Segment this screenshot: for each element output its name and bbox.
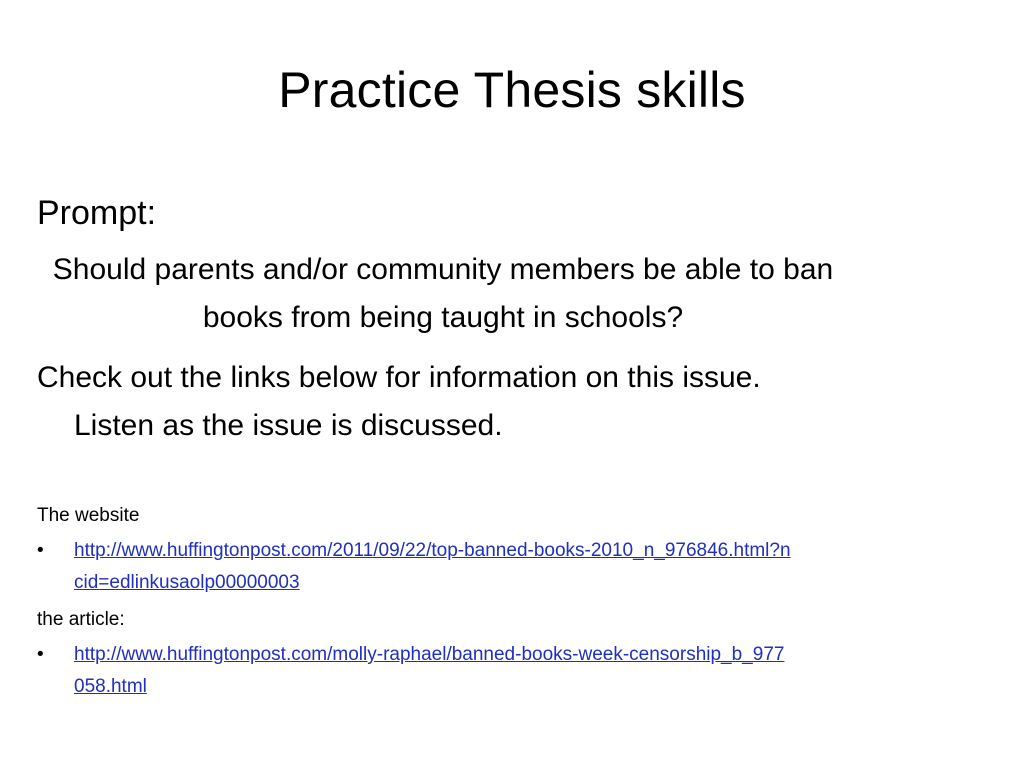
website-label: The website: [37, 505, 140, 526]
article-label: the article:: [37, 609, 125, 630]
bullet-icon: •: [37, 540, 44, 561]
instructions-text: Check out the links below for information on this issue. Listen as the issue is discussed.: [37, 361, 761, 442]
bullet-icon: •: [37, 644, 44, 665]
slide-body: [37, 190, 837, 708]
link-list-item: [37, 535, 837, 599]
article-link[interactable]: http://www.huffingtonpost.com/molly-raphael/banned-books-week-censorship_b_977058.html: [74, 644, 785, 697]
link-list-item: [37, 639, 837, 703]
slide-title: Practice Thesis skills: [278, 62, 746, 118]
prompt-question: Should parents and/or community members be able to ban books from being taught in schools?: [52, 253, 834, 334]
website-link[interactable]: http://www.huffingtonpost.com/2011/09/22/top-banned-books-2010_n_976846.html?ncid=edlinkusaolp00000003: [74, 540, 791, 593]
prompt-label: Prompt:: [37, 194, 157, 232]
